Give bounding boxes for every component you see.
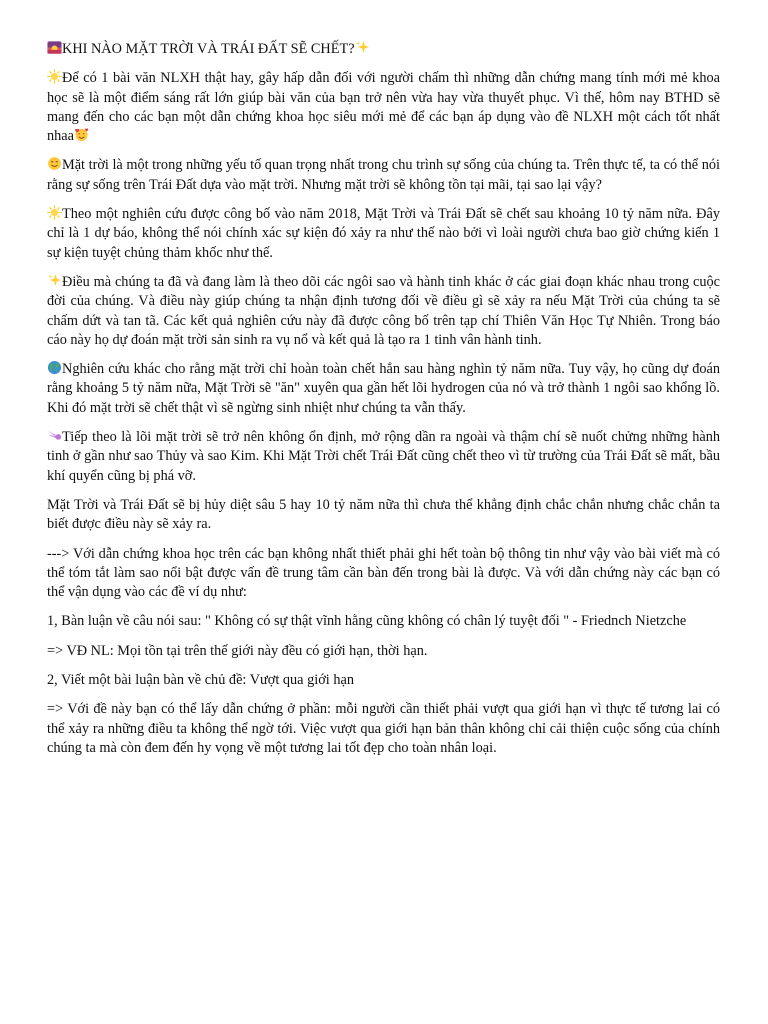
paragraph-5 (47, 360, 720, 418)
paragraph-10-text: => VĐ NL: Mọi tồn tại trên thế giới này đều có giới hạn, thời hạn. (47, 642, 428, 659)
paragraph-9-text: 1, Bàn luận về câu nói sau: " Không có sự thật vĩnh hằng cũng không có chân lý tuyệt đối " - Friednch Nietzche (47, 613, 687, 630)
paragraph-6 (47, 428, 720, 486)
paragraph-8-text: ---> Với dẫn chứng khoa học trên các bạn không nhất thiết phải ghi hết toàn bộ thông tin như vậy vào bài viết mà có thể tóm tắt làm sao nổi bật được vấn đề trung tâm cần bàn đến trong bài là được. Và với dẫn chứng này các bạn có thể vận dụng vào các đề ví dụ như: (47, 545, 720, 601)
paragraph-2 (47, 156, 720, 195)
paragraph-5-text: Nghiên cứu khác cho rằng mặt trời chỉ hoàn toàn chết hẳn sau hàng nghìn tỷ năm nữa. Tuy vậy, họ cũng dự đoán rằng khoảng 5 tỷ năm nữa, Mặt Trời sẽ "ăn" xuyên qua gần hết lõi hydrogen của nó và trở thành 1 ngôi sao khổng lồ. Khi đó mặt trời sẽ chết thật vì sẽ ngừng sinh nhiệt như chúng ta vẫn thấy. (47, 361, 720, 416)
sun-emoji-icon (47, 69, 62, 84)
sparkles-emoji-icon (355, 40, 370, 55)
document-title-line (47, 40, 720, 59)
sun-emoji-icon (47, 205, 62, 220)
paragraph-9 (47, 612, 720, 631)
sparkles-emoji-icon (47, 273, 62, 288)
smiling-face-with-hearts-emoji-icon (74, 127, 89, 142)
paragraph-1 (47, 69, 720, 146)
paragraph-4-text: Điều mà chúng ta đã và đang làm là theo dõi các ngôi sao và hành tinh khác ở các giai đoạn khác nhau trong cuộc đời của chúng. Và điều này giúp chúng ta nhận định tương đối về điều gì sẽ xảy ra nếu Mặt Trời của chúng ta sẽ chấm dứt và tan tã. Các kết quả nghiên cứu này đã được công bố trên tạp chí Thiên Văn Học Tự Nhiên. Trong báo cáo này họ dự đoán mặt trời sản sinh ra vụ nổ và kết quả là tạo ra 1 tinh vân hành tinh. (47, 273, 720, 348)
paragraph-2-text: Mặt trời là một trong những yếu tố quan trọng nhất trong chu trình sự sống của chúng ta. Trên thực tế, ta có thể nói rằng sự sống trên Trái Đất dựa vào mặt trời. Nhưng mặt trời sẽ không tồn tại mãi, tại sao lại vậy? (47, 157, 720, 193)
document-title: KHI NÀO MẶT TRỜI VÀ TRÁI ĐẤT SẼ CHẾT? (62, 41, 355, 57)
paragraph-6-text: Tiếp theo là lõi mặt trời sẽ trở nên không ổn định, mở rộng dần ra ngoài và thậm chí sẽ nuốt chửng những hành tinh ở gần như sao Thủy và sao Kim. Khi Mặt Trời chết Trái Đất cũng chết theo vì từ trường của Trái Đất sẽ mất, bầu khí quyển cũng bị phá vỡ. (47, 429, 720, 484)
paragraph-11 (47, 671, 720, 690)
paragraph-10 (47, 642, 720, 661)
paragraph-12 (47, 700, 720, 758)
paragraph-7 (47, 496, 720, 535)
paragraph-3-text: Theo một nghiên cứu được công bố vào năm 2018, Mặt Trời và Trái Đất sẽ chết sau khoảng 10 tỷ năm nữa. Đây chỉ là 1 dự báo, không thể nói chính xác sự kiện đó xảy ra như thế nào bởi vì loài người chưa bao giờ chứng kiến 1 sự kiện tuyệt chủng thảm khốc như thế. (47, 206, 720, 261)
comet-emoji-icon (47, 428, 62, 443)
paragraph-11-text: 2, Viết một bài luận bàn về chủ đề: Vượt qua giới hạn (47, 672, 354, 689)
globe-emoji-icon (47, 360, 62, 375)
paragraph-3 (47, 205, 720, 263)
paragraph-7-text: Mặt Trời và Trái Đất sẽ bị hủy diệt sâu 5 hay 10 tỷ năm nữa thì chưa thể khẳng định chắc chắn nhưng chắc chắn ta biết được điều này sẽ xảy ra. (47, 496, 720, 533)
paragraph-8 (47, 545, 720, 603)
sunset-picture-emoji-icon (47, 40, 62, 55)
smiling-face-emoji-icon (47, 156, 62, 171)
paragraph-12-text: => Với đề này bạn có thể lấy dẫn chứng ở phần: mỗi người cần thiết phải vượt qua giới hạn vì thực tế tương lai có thể xảy ra những điều ta không thể ngờ tới. Việc vượt qua giới hạn bản thân không chỉ cải thiện cuộc sống của chính chúng ta mà còn đem đến hy vọng về một tương lai tốt đẹp cho toàn nhân loại. (47, 701, 720, 756)
paragraph-1-text: Để có 1 bài văn NLXH thật hay, gây hấp dẫn đối với người chấm thì những dẫn chứng mang tính mới mẻ khoa học sẽ là một điểm sáng rất lớn giúp bài văn của bạn trở nên vừa hay vừa thuyết phục. Vì thế, hôm nay BTHD sẽ mang đến cho các bạn một dẫn chứng khoa học siêu mới mẻ để các bạn áp dụng vào đề NLXH một cách tốt nhất nhaa (47, 70, 720, 145)
paragraph-4 (47, 273, 720, 350)
